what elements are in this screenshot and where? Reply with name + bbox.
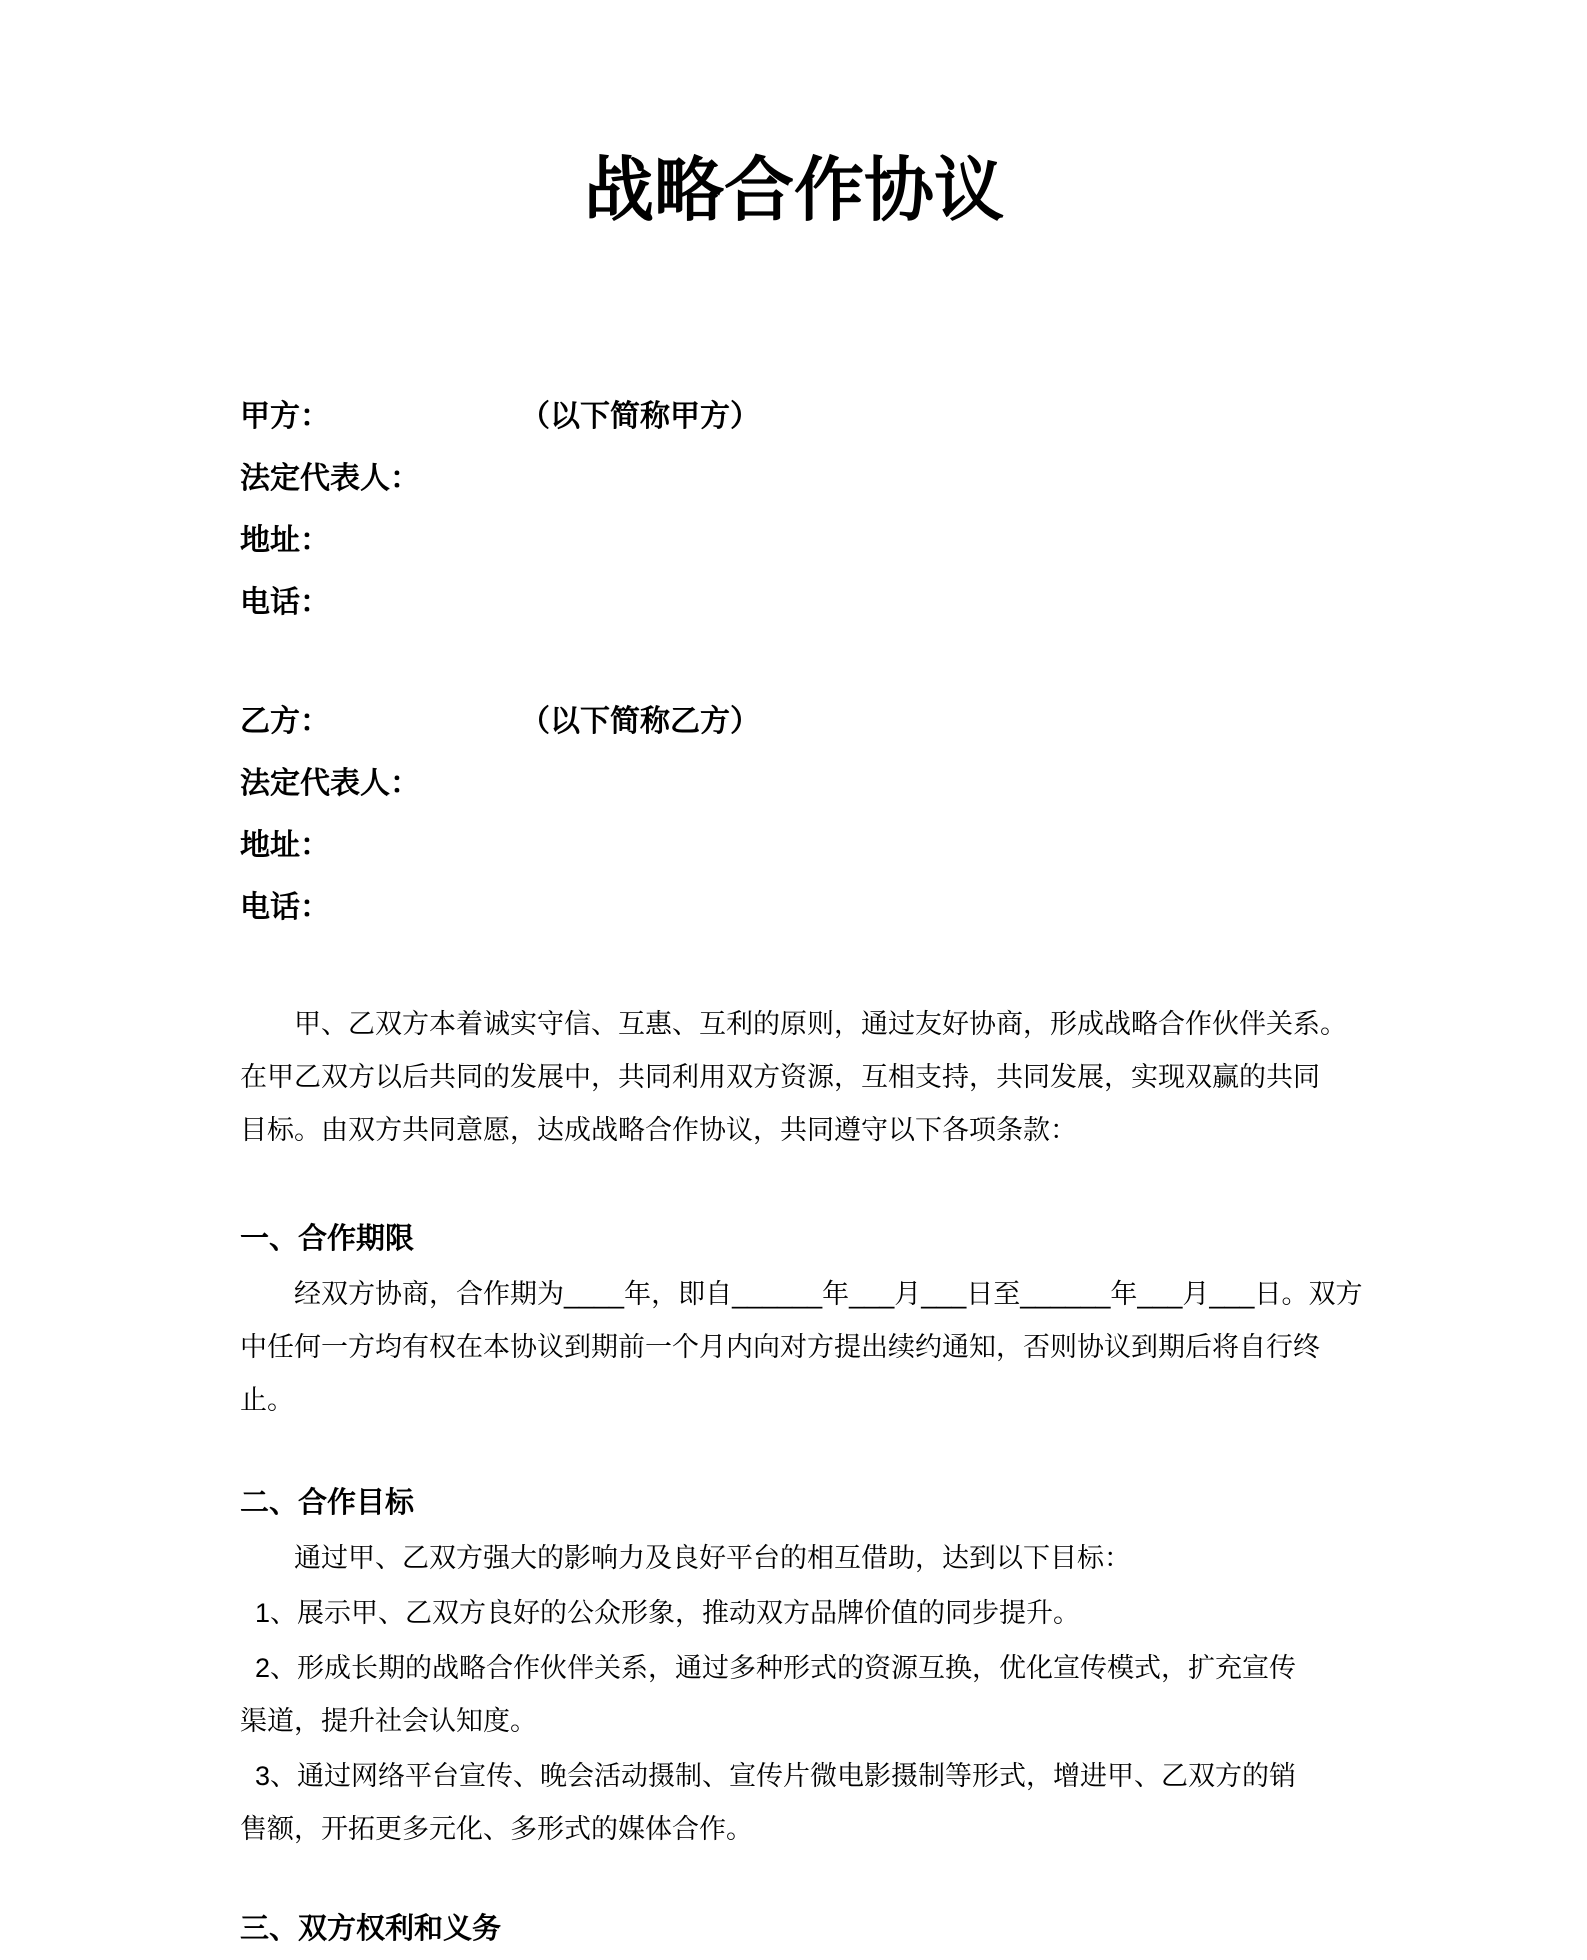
section-2-lead-paragraph <box>240 1532 1348 1585</box>
preamble-line: 甲、乙双方本着诚实守信、互惠、互利的原则，通过友好协商，形成战略合作伙伴关系。 <box>294 1009 1347 1039</box>
party-a-label: 甲方： <box>240 400 330 433</box>
document-content <box>240 0 1363 1956</box>
party-b-address-label: 地址： <box>240 829 330 862</box>
section-1-line: 中任何一方均有权在本协议到期前一个月内向对方提出续约通知，否则协议到期后将自行终 <box>240 1332 1320 1362</box>
section-2-heading: 二、合作目标 <box>240 1487 415 1519</box>
section-2-item-2-line: 渠道，提升社会认知度。 <box>240 1706 537 1736</box>
party-b-alias: （以下简称乙方） <box>520 705 760 738</box>
section-2-item-1-line: 1、展示甲、乙双方良好的公众形象，推动双方品牌价值的同步提升。 <box>255 1598 1081 1628</box>
party-a-phone-label: 电话： <box>240 586 330 619</box>
party-b-block <box>240 691 1348 939</box>
party-a-representative-label: 法定代表人： <box>240 462 420 495</box>
party-b-label: 乙方： <box>240 705 330 738</box>
section-1-heading: 一、合作期限 <box>240 1223 415 1255</box>
party-b-phone-label: 电话： <box>240 891 330 924</box>
preamble-line: 在甲乙双方以后共同的发展中，共同利用双方资源，互相支持，共同发展，实现双赢的共同 <box>240 1062 1320 1092</box>
party-b-representative-label: 法定代表人： <box>240 767 420 800</box>
section-1-line: 经双方协商，合作期为____年，即自______年___月___日至______年___月___日。双方 <box>294 1279 1363 1309</box>
party-a-address-label: 地址： <box>240 524 330 557</box>
section-3-heading: 三、双方权利和义务 <box>240 1913 502 1945</box>
party-b-name-row <box>240 691 1348 753</box>
section-2-item-2-line: 2、形成长期的战略合作伙伴关系，通过多种形式的资源互换，优化宣传模式，扩充宣传 <box>255 1653 1297 1683</box>
preamble-line: 目标。由双方共同意愿，达成战略合作协议，共同遵守以下各项条款： <box>240 1115 1077 1145</box>
section-2-item-3-line: 售额，开拓更多元化、多形式的媒体合作。 <box>240 1814 753 1844</box>
section-2-item-2 <box>240 1642 1348 1748</box>
section-2-item-3 <box>240 1750 1348 1856</box>
preamble-paragraph <box>240 998 1348 1157</box>
section-2-lead-line: 通过甲、乙双方强大的影响力及良好平台的相互借助，达到以下目标： <box>294 1543 1131 1573</box>
section-1-line: 止。 <box>240 1385 294 1415</box>
section-1-paragraph <box>240 1268 1363 1427</box>
party-a-block <box>240 386 1348 634</box>
section-2-item-1 <box>240 1587 1348 1640</box>
party-a-name-row <box>240 386 1348 448</box>
document-title: 战略合作协议 <box>584 151 1004 229</box>
party-a-alias: （以下简称甲方） <box>520 400 760 433</box>
section-2-item-3-line: 3、通过网络平台宣传、晚会活动摄制、宣传片微电影摄制等形式，增进甲、乙双方的销 <box>255 1761 1297 1791</box>
